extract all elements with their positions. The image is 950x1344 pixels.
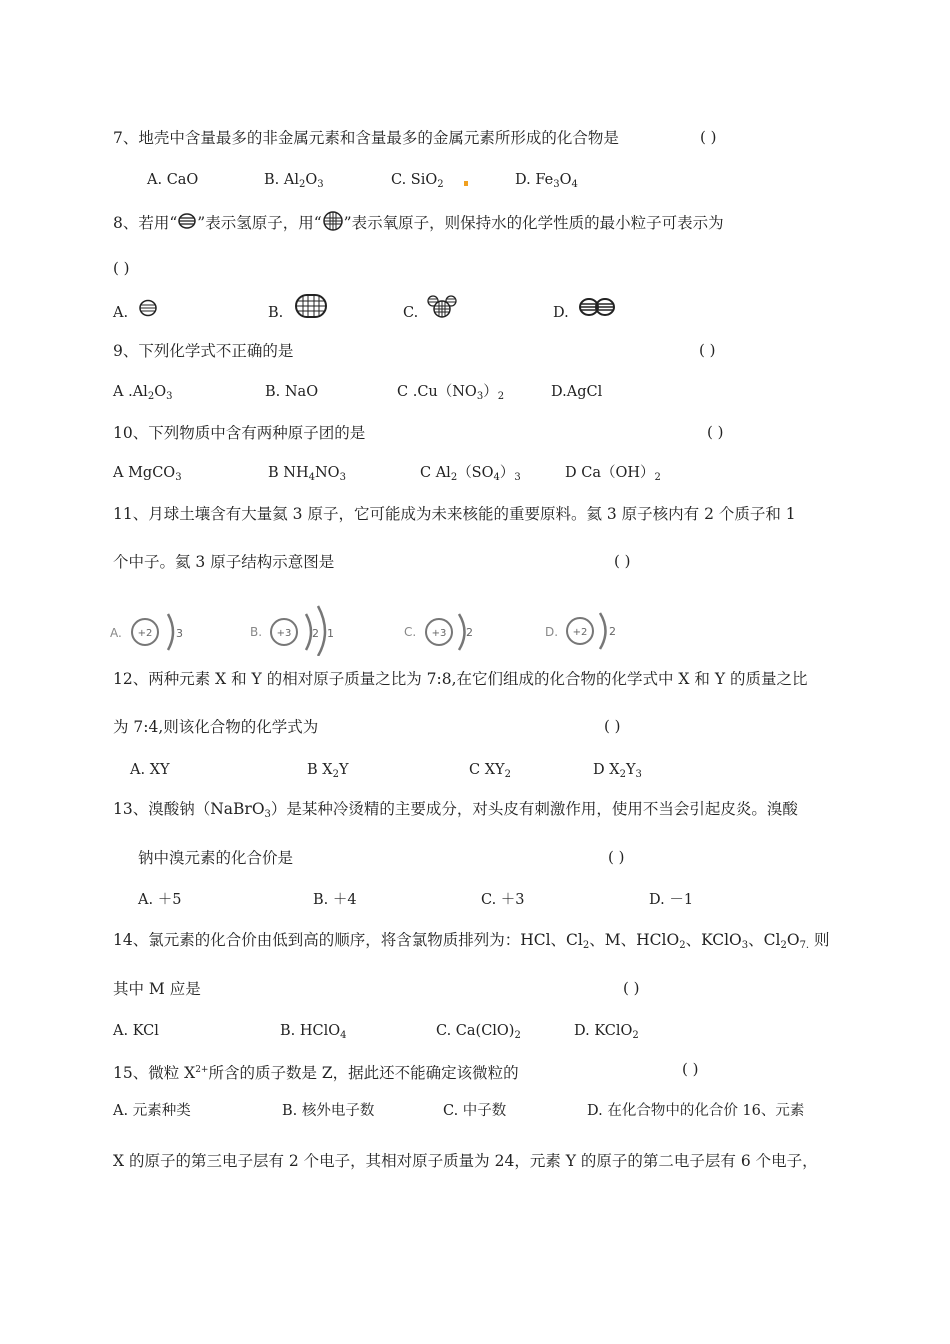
q14-option-b: B. HClO$_4$ xyxy=(280,1023,347,1041)
q13-stem-line2: 钠中溴元素的化合价是 xyxy=(138,849,294,867)
q14-option-a: A. KCl xyxy=(113,1023,159,1039)
svg-text:3: 3 xyxy=(176,627,183,640)
q11-option-c-atom-diagram xyxy=(402,608,482,656)
q10-option-c: C $Al_2(SO_4)_3$ xyxy=(420,465,521,483)
q9-option-b: B. NaO xyxy=(265,384,319,400)
q15-answer-bracket: ( ) xyxy=(682,1060,699,1078)
q16-stem-line2: X 的原子的第三电子层有 2 个电子，其相对原子质量为 24，元素 Y 的原子的第二电子层有 6 个电子， xyxy=(113,1152,818,1170)
q11-option-b-atom-diagram xyxy=(248,602,338,656)
q14-option-c: C. $Ca(ClO)_2$ xyxy=(436,1023,521,1041)
q12-option-a: A. XY xyxy=(130,762,170,778)
q10-option-d: D $Ca(OH)_2$ xyxy=(565,465,661,483)
q15-option-c: C. 中子数 xyxy=(443,1103,507,1119)
q8-option-a-hydrogen-icon xyxy=(138,298,158,318)
hydrogen-atom-icon xyxy=(177,212,197,230)
q13-answer-bracket: ( ) xyxy=(608,848,625,866)
q13-option-c: C. ＋3 xyxy=(481,892,525,908)
q8-option-d-label: D. xyxy=(553,305,569,321)
q15-stem: 15、微粒 $X^{2+}$所含的质子数是 Z，据此还不能确定该微粒的 xyxy=(113,1064,519,1082)
svg-text:+2: +2 xyxy=(137,628,153,639)
q15-option-a: A. 元素种类 xyxy=(113,1103,191,1119)
svg-text:D.: D. xyxy=(545,625,559,639)
q14-option-d: D. KClO$_2$ xyxy=(574,1023,639,1041)
svg-text:C.: C. xyxy=(404,625,417,639)
svg-text:+3: +3 xyxy=(431,628,447,639)
q12-option-c: C $XY_2$ xyxy=(469,762,511,780)
q7-option-c: C. SiO$_2$ xyxy=(391,172,444,190)
q15-option-b: B. 核外电子数 xyxy=(282,1103,375,1119)
q9-answer-bracket: ( ) xyxy=(699,341,716,359)
q8-option-b-label: B. xyxy=(268,305,284,321)
q10-option-b: B $NH_4NO_3$ xyxy=(268,465,346,483)
q12-answer-bracket: ( ) xyxy=(604,717,621,735)
q9-stem: 9、下列化学式不正确的是 xyxy=(113,342,294,360)
q14-answer-bracket: ( ) xyxy=(623,979,640,997)
svg-text:2: 2 xyxy=(609,625,616,638)
q13-option-d: D. －1 xyxy=(649,892,694,908)
q7-option-b: B. $Al_2O_3$ xyxy=(264,172,324,190)
q7-stem: 7、地壳中含量最多的非金属元素和含量最多的金属元素所形成的化合物是 xyxy=(113,129,619,147)
svg-text:2: 2 xyxy=(312,627,319,640)
q10-stem: 10、下列物质中含有两种原子团的是 xyxy=(113,424,366,442)
q8-option-b-oxygen-molecule-icon xyxy=(294,293,328,319)
q7-option-a: A. CaO xyxy=(147,172,199,188)
q13-option-a: A. ＋5 xyxy=(138,892,182,908)
q8-option-c-water-molecule-icon xyxy=(427,294,457,320)
q13-stem-line1: 13、溴酸钠（NaBrO$_3$）是某种冷烫精的主要成分，对头皮有刺激作用，使用不当会引起皮炎。溴酸 xyxy=(113,800,798,820)
q8-stem: 8、若用“ ”表示氢原子，用“ ”表示氧原子，则保持水的化学性质的最小粒子可表示为 xyxy=(113,211,724,233)
q7-answer-bracket: ( ) xyxy=(700,128,717,146)
q15-option-d: D. 在化合物中的化合价 16、元素 xyxy=(587,1103,805,1119)
q12-option-b: B $X_2Y$ xyxy=(307,762,349,780)
q10-answer-bracket: ( ) xyxy=(707,423,724,441)
q11-option-d-atom-diagram xyxy=(543,606,623,654)
q11-stem-line1: 11、月球土壤含有大量氦 3 原子，它可能成为未来核能的重要原料。氦 3 原子核内有 2 个质子和 1 xyxy=(113,505,796,523)
q11-stem-line2: 个中子。氦 3 原子结构示意图是 xyxy=(113,553,335,571)
q9-option-d: D.AgCl xyxy=(551,384,603,400)
svg-text:1: 1 xyxy=(327,627,334,640)
q14-stem-line1: 14、氯元素的化合价由低到高的顺序，将含氯物质排列为：HCl、$Cl_2$、M、HClO$_2$、KClO$_3$、$Cl_2O_{7.}$ 则 xyxy=(113,931,830,951)
q13-option-b: B. ＋4 xyxy=(313,892,357,908)
q8-option-c-label: C. xyxy=(403,305,419,321)
q9-option-c: C $.Cu(NO_3)_2$ xyxy=(397,384,505,402)
oxygen-atom-icon xyxy=(322,211,344,231)
q12-option-d: D $X_2Y_3$ xyxy=(593,762,642,780)
q12-stem-line2: 为 7:4,则该化合物的化学式为 xyxy=(113,718,319,736)
q14-stem-line2: 其中 M 应是 xyxy=(113,980,201,998)
q11-answer-bracket: ( ) xyxy=(614,552,631,570)
q9-option-a: A $.Al_2O_3$ xyxy=(113,384,173,402)
svg-text:2: 2 xyxy=(466,626,473,639)
svg-text:A.: A. xyxy=(110,626,122,640)
q8-option-a-label: A. xyxy=(113,305,129,321)
q8-option-d-hydrogen-molecule-icon xyxy=(578,296,616,318)
stray-mark xyxy=(464,181,468,186)
q8-answer-bracket: ( ) xyxy=(113,259,130,277)
svg-text:B.: B. xyxy=(250,625,263,639)
svg-text:+3: +3 xyxy=(276,628,292,639)
q10-option-a: A MgCO$_3$ xyxy=(113,465,182,483)
q12-stem-line1: 12、两种元素 X 和 Y 的相对原子质量之比为 7:8,在它们组成的化合物的化学式中 X 和 Y 的质量之比 xyxy=(113,670,808,688)
q11-option-a-atom-diagram xyxy=(108,606,188,656)
svg-text:+2: +2 xyxy=(572,627,588,638)
q7-option-d: D. $Fe_3O_4$ xyxy=(515,172,578,190)
